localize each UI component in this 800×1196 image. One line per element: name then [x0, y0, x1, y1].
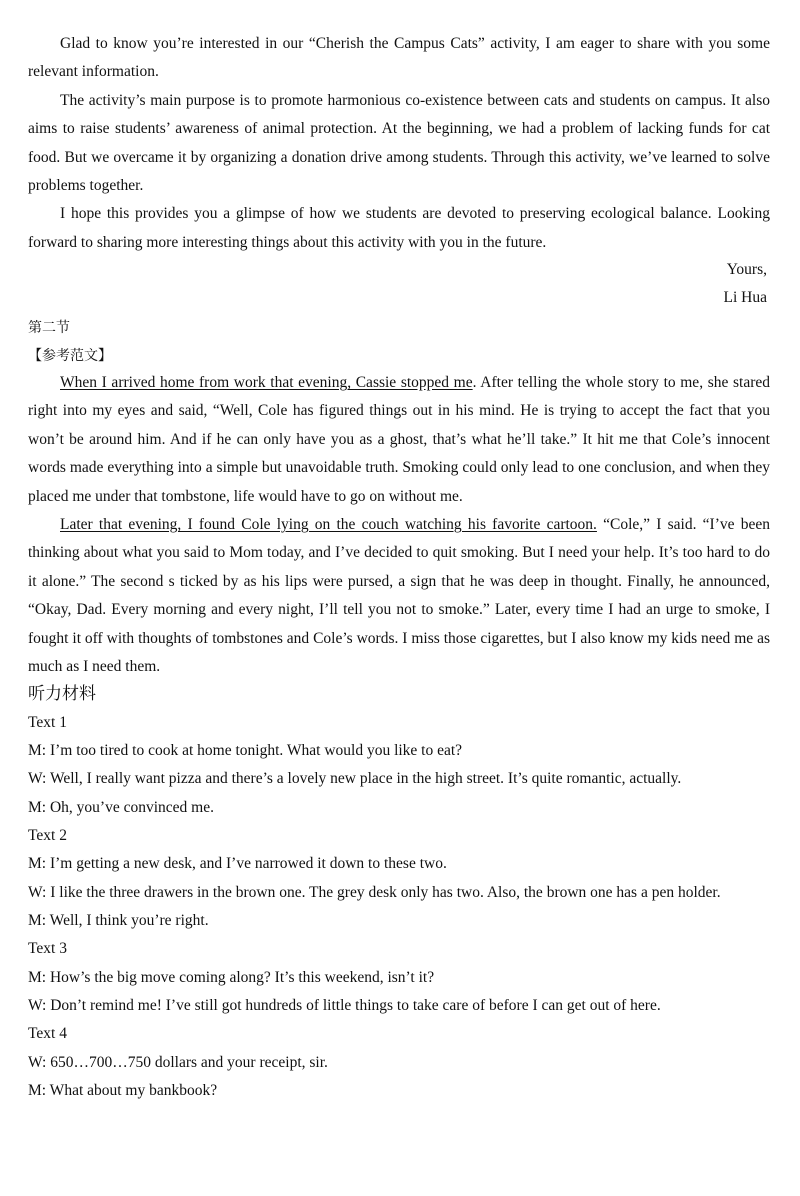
transcript-line: Text 3	[28, 940, 67, 957]
essay-paragraph-2-lead: Later that evening, I found Cole lying on the couch watching his favorite cartoon.	[60, 516, 597, 534]
transcript-line: Text 4	[28, 1025, 67, 1042]
transcript-line: Text 2	[28, 827, 67, 844]
transcript-line: Text 1	[28, 714, 67, 731]
letter-paragraph-2: The activity’s main purpose is to promote harmonious co-existence between cats and students on campus. It also aims to raise students’ awareness of animal protection. At the beginning, we had a problem of lacking funds for cat food. But we overcame it by organizing a donation drive among students. Through this activity, we’ve learned to solve problems together.	[28, 91, 770, 195]
essay-paragraph-2	[28, 511, 770, 681]
transcript-line: W: Well, I really want pizza and there’s a lovely new place in the high street. It’s quite romantic, actually.	[28, 770, 682, 787]
letter-paragraph-1: Glad to know you’re interested in our “Cherish the Campus Cats” activity, I am eager to share with you some relevant information.	[28, 35, 770, 81]
listening-heading: 听力材料	[28, 684, 96, 704]
essay-body	[28, 369, 770, 681]
letter-body	[28, 30, 770, 257]
transcript-line: M: Oh, you’ve convinced me.	[28, 799, 214, 816]
transcript-line: M: Well, I think you’re right.	[28, 912, 209, 929]
essay-paragraph-2-text: “Cole,” I said. “I’ve been thinking about what you said to Mom today, and I’ve decided to quit smoking. But I need your help. It’s too hard to do it alone.” The second s ticked by as his lips were pursed, a sign that he was deep in thought. Finally, he announced, “Okay, Dad. Every morning and every night, I’ll tell you not to smoke.” Later, every time I had an urge to smoke, I fought it off with thoughts of tombstones and Cole’s words. I miss those cigarettes, but I also know my kids need me as much as I need them.	[28, 516, 770, 676]
letter-signature: Li Hua	[723, 289, 767, 306]
transcript-line: M: What about my bankbook?	[28, 1082, 218, 1099]
reference-label: 【参考范文】	[28, 348, 112, 364]
transcript-line: M: How’s the big move coming along? It’s this weekend, isn’t it?	[28, 969, 435, 986]
letter-paragraph-3: I hope this provides you a glimpse of how we students are devoted to preserving ecological balance. Looking forward to sharing more interesting things about this activity with you in the future.	[28, 205, 770, 251]
essay-paragraph-1-text: . After telling the whole story to me, she stared right into my eyes and said, “Well, Cole has figured things out in his mind. He is trying to accept the fact that you won’t be around him. And if he can only have you as a ghost, that’s what he’ll take.” It hit me that Cole’s innocent words made everything into a simple but unavoidable truth. Smoking could only lead to one conclusion, and when they placed me under that tombstone, life would have to go on without me.	[28, 374, 770, 505]
transcript-line: M: I’m getting a new desk, and I’ve narrowed it down to these two.	[28, 855, 447, 872]
transcript-line: W: 650…700…750 dollars and your receipt, sir.	[28, 1054, 328, 1071]
transcript-line: M: I’m too tired to cook at home tonight. What would you like to eat?	[28, 742, 463, 759]
essay-paragraph-1	[28, 369, 770, 511]
essay-paragraph-1-lead: When I arrived home from work that evening, Cassie stopped me	[60, 374, 473, 391]
transcript-line: W: I like the three drawers in the brown one. The grey desk only has two. Also, the brown one has a pen holder.	[28, 884, 721, 901]
section-heading: 第二节	[28, 320, 70, 336]
transcript-line: W: Don’t remind me! I’ve still got hundreds of little things to take care of before I can get out of here.	[28, 997, 661, 1014]
letter-closing: Yours,	[726, 261, 767, 278]
